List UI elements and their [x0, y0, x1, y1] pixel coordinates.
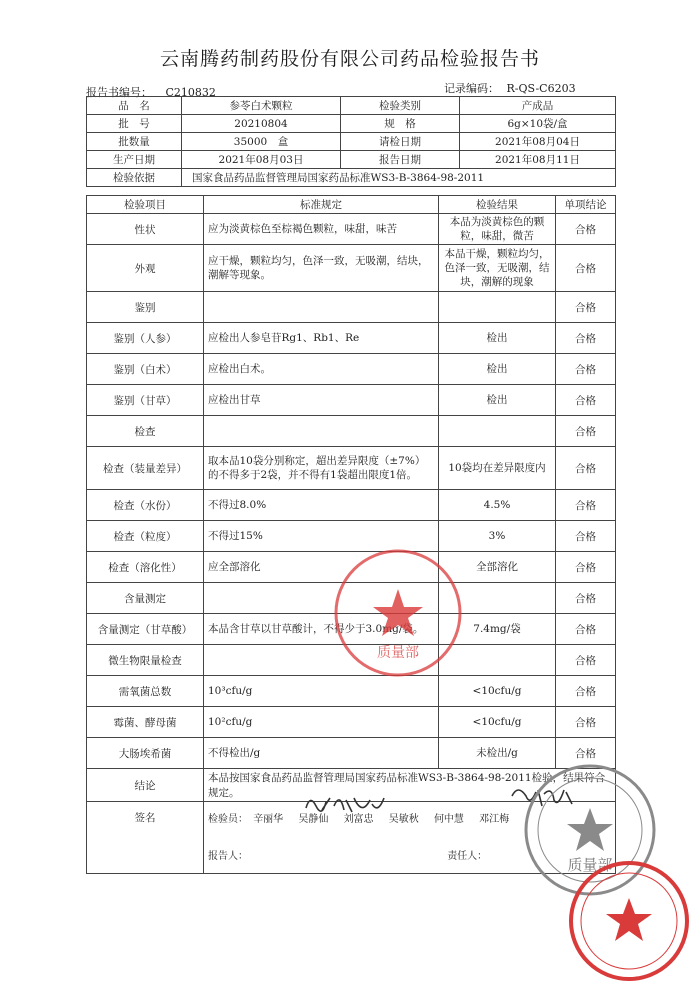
suzhou-quality-stamp	[566, 858, 692, 984]
gray-stamp-dept: 质量部	[567, 856, 613, 874]
svg-text:质量部: 质量部	[377, 645, 419, 661]
request-date: 2021年08月04日	[460, 133, 616, 151]
reviewer-label: 责任人：	[447, 851, 488, 862]
row-conclusion: 合格	[556, 707, 616, 738]
row-standard: 应检出白术。	[204, 354, 439, 385]
result-row	[87, 385, 616, 416]
row-standard: 不得过15%	[204, 521, 439, 552]
inspector-name: 吴静仙	[298, 814, 329, 825]
record-number	[444, 80, 576, 96]
row-item: 性状	[87, 214, 204, 245]
row-item: 微生物限量检查	[87, 645, 204, 676]
row-item: 大肠埃希菌	[87, 738, 204, 769]
col-result: 检验结果	[439, 196, 556, 214]
header-table	[86, 96, 616, 187]
record-number-value: R-QS-C6203	[506, 82, 576, 95]
result-row	[87, 490, 616, 521]
product-name-label: 品 名	[87, 97, 182, 115]
row-item: 需氧菌总数	[87, 676, 204, 707]
row-conclusion: 合格	[556, 292, 616, 323]
row-conclusion: 合格	[556, 323, 616, 354]
row-conclusion: 合格	[556, 416, 616, 447]
col-item: 检验项目	[87, 196, 204, 214]
row-item: 含量测定（甘草酸）	[87, 614, 204, 645]
row-standard: 应全部溶化	[204, 552, 439, 583]
conclusion-label: 结论	[87, 769, 204, 802]
row-result	[439, 292, 556, 323]
row-result: 未检出/g	[439, 738, 556, 769]
test-type-label: 检验类别	[341, 97, 460, 115]
mfg-date: 2021年08月03日	[182, 151, 341, 169]
inspector-name: 辛丽华	[253, 814, 284, 825]
row-item: 鉴别（甘草）	[87, 385, 204, 416]
row-conclusion: 合格	[556, 645, 616, 676]
row-standard: 10²cfu/g	[204, 707, 439, 738]
product-name: 参苓白术颗粒	[182, 97, 341, 115]
report-number-value: C210832	[165, 86, 216, 99]
report-number-label: 报告书编号：	[86, 86, 152, 99]
row-result: 检出	[439, 323, 556, 354]
spec-label: 规 格	[341, 115, 460, 133]
report-date: 2021年08月11日	[460, 151, 616, 169]
row-conclusion: 合格	[556, 552, 616, 583]
row-item: 含量测定	[87, 583, 204, 614]
row-result: 4.5%	[439, 490, 556, 521]
row-result: 检出	[439, 354, 556, 385]
result-row	[87, 323, 616, 354]
result-row	[87, 214, 616, 245]
test-type: 产成品	[460, 97, 616, 115]
result-row	[87, 707, 616, 738]
batch-number: 20210804	[182, 115, 341, 133]
report-title: 云南腾药制药股份有限公司药品检验报告书	[159, 48, 540, 70]
row-conclusion: 合格	[556, 490, 616, 521]
row-conclusion: 合格	[556, 583, 616, 614]
row-standard: 取本品10袋分别称定，超出差异限度（±7%）的不得多于2袋，并不得有1袋超出限度1倍。	[204, 447, 439, 490]
row-conclusion: 合格	[556, 676, 616, 707]
quantity: 35000 盒	[182, 133, 341, 151]
row-result: <10cfu/g	[439, 676, 556, 707]
row-result: <10cfu/g	[439, 707, 556, 738]
row-conclusion: 合格	[556, 214, 616, 245]
row-standard: 不得检出/g	[204, 738, 439, 769]
request-date-label: 请检日期	[341, 133, 460, 151]
row-conclusion: 合格	[556, 738, 616, 769]
row-item: 检查（水份）	[87, 490, 204, 521]
row-conclusion: 合格	[556, 614, 616, 645]
row-standard	[204, 292, 439, 323]
row-result: 7.4mg/袋	[439, 614, 556, 645]
inspector-name: 吴敏秋	[388, 814, 419, 825]
row-result	[439, 416, 556, 447]
spec: 6g×10袋/盒	[460, 115, 616, 133]
row-conclusion: 合格	[556, 245, 616, 292]
result-row	[87, 245, 616, 292]
reporter-signature	[300, 788, 390, 824]
row-result: 3%	[439, 521, 556, 552]
mfg-date-label: 生产日期	[87, 151, 182, 169]
row-standard: 应干燥，颗粒均匀，色泽一致，无吸潮，结块，潮解等现象。	[204, 245, 439, 292]
row-standard: 本品含甘草以甘草酸计，不得少于3.0mg/袋。	[204, 614, 439, 645]
row-conclusion: 合格	[556, 385, 616, 416]
row-result: 10袋均在差异限度内	[439, 447, 556, 490]
basis-label: 检验依据	[87, 169, 182, 187]
result-rows	[87, 214, 616, 769]
result-row	[87, 292, 616, 323]
row-standard: 应为淡黄棕色至棕褐色颗粒，味甜，味苦	[204, 214, 439, 245]
inspectors-label: 检验员：	[208, 814, 248, 825]
basis: 国家食品药品监督管理局国家药品标准WS3-B-3864-98-2011	[182, 169, 616, 187]
row-standard	[204, 416, 439, 447]
quantity-label: 批数量	[87, 133, 182, 151]
row-standard: 应检出甘草	[204, 385, 439, 416]
result-row	[87, 447, 616, 490]
row-conclusion: 合格	[556, 354, 616, 385]
inspector-name: 刘富忠	[343, 814, 374, 825]
report-date-label: 报告日期	[341, 151, 460, 169]
col-standard: 标准规定	[204, 196, 439, 214]
company-quality-stamp-red	[330, 545, 466, 681]
inspector-name: 何中慧	[433, 814, 464, 825]
row-item: 检查	[87, 416, 204, 447]
row-conclusion: 合格	[556, 447, 616, 490]
row-result: 检出	[439, 385, 556, 416]
conclusion-text: 本品按国家食品药品监督管理局国家药品标准WS3-B-3864-98-2011检验，结果符合规定。	[204, 769, 616, 802]
row-item: 检查（装量差异）	[87, 447, 204, 490]
result-row	[87, 354, 616, 385]
row-item: 霉菌、酵母菌	[87, 707, 204, 738]
row-result: 本品为淡黄棕色的颗粒，味甜，微苦	[439, 214, 556, 245]
row-item: 鉴别（白术）	[87, 354, 204, 385]
record-number-label: 记录编码：	[444, 82, 499, 95]
batch-label: 批 号	[87, 115, 182, 133]
row-item: 检查（粒度）	[87, 521, 204, 552]
result-row	[87, 416, 616, 447]
row-result: 本品干燥，颗粒均匀，色泽一致，无吸潮，结块，潮解的现象	[439, 245, 556, 292]
reporter-label: 报告人：	[208, 851, 248, 862]
row-standard: 10³cfu/g	[204, 676, 439, 707]
row-item: 鉴别（人参）	[87, 323, 204, 354]
col-conclusion: 单项结论	[556, 196, 616, 214]
row-standard: 应检出人参皂苷Rg1、Rb1、Re	[204, 323, 439, 354]
row-standard: 不得过8.0%	[204, 490, 439, 521]
signature-label: 签名	[87, 802, 204, 874]
row-conclusion: 合格	[556, 521, 616, 552]
row-item: 鉴别	[87, 292, 204, 323]
inspector-name: 邓江梅	[479, 814, 510, 825]
row-item: 外观	[87, 245, 204, 292]
row-item: 检查（溶化性）	[87, 552, 204, 583]
row-result: 全部溶化	[439, 552, 556, 583]
